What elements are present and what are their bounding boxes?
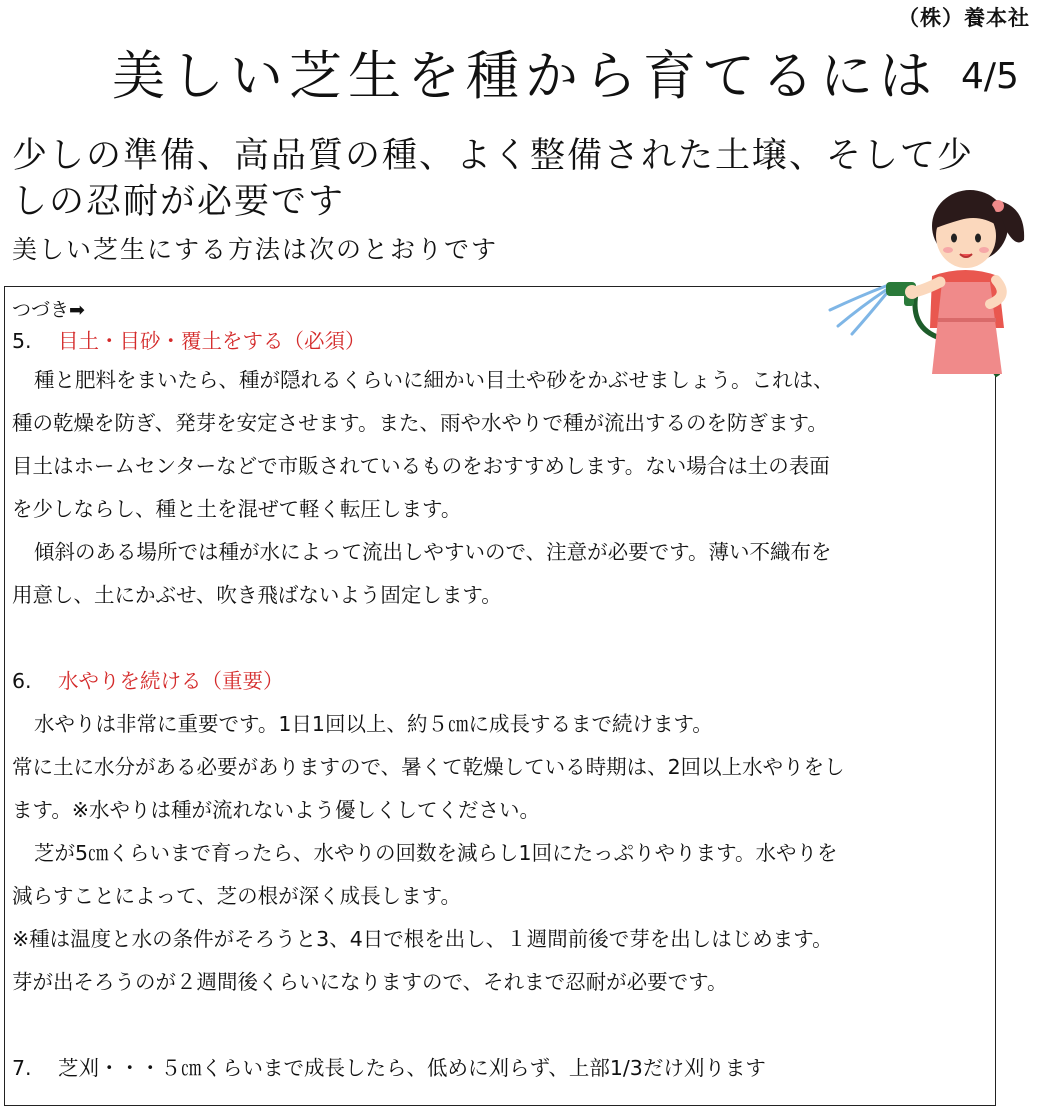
section-5-number: 5.	[12, 329, 32, 353]
section-6-heading	[12, 660, 989, 703]
section-7	[12, 1047, 989, 1090]
section-7-text: 芝刈・・・５㎝くらいまで成長したら、低めに刈らず、上部1/3だけ刈ります	[58, 1056, 766, 1080]
lead-text: 美しい芝生にする方法は次のとおりです	[12, 235, 499, 264]
section-6-line: 芽が出そろうのが２週間後くらいになりますので、それまで忍耐が必要です。	[12, 970, 728, 994]
section-6-line: 常に土に水分がある必要がありますので、暑くて乾燥している時期は、2回以上水やりをし	[12, 755, 845, 779]
content-body	[12, 297, 989, 1090]
section-6-line: 減らすことによって、芝の根が深く成長します。	[12, 884, 461, 908]
company-name: （株）養本社	[898, 6, 1030, 30]
section-6-line: ※種は温度と水の条件がそろうと3、4日で根を出し、１週間前後で芽を出しはじめます。	[12, 927, 833, 951]
spacer	[12, 617, 989, 660]
section-5-line: 目土はホームセンターなどで市販されているものをおすすめします。ない場合は土の表面	[12, 454, 830, 478]
section-6-line: 水やりは非常に重要です。1日1回以上、約５㎝に成長するまで続けます。	[34, 712, 713, 736]
section-5-title: 目土・目砂・覆土をする（必須）	[58, 329, 366, 353]
spacer	[12, 1004, 989, 1047]
content-box	[4, 286, 996, 1106]
section-5-line: を少しならし、種と土を混ぜて軽く転圧します。	[12, 497, 462, 521]
page-number: 4/5	[961, 56, 1019, 97]
section-5-line: 種の乾燥を防ぎ、発芽を安定させます。また、雨や水やりで種が流出するのを防ぎます。	[12, 411, 828, 435]
subtitle: 少しの準備、高品質の種、よく整備された土壌、そして少しの忍耐が必要です	[12, 136, 975, 222]
section-7-number: 7.	[12, 1056, 32, 1080]
water-spray-icon	[830, 286, 886, 334]
section-6-line: 芝が5㎝くらいまで育ったら、水やりの回数を減らし1回にたっぷりやります。水やりを	[34, 841, 838, 865]
section-5-line: 傾斜のある場所では種が水によって流出しやすいので、注意が必要です。薄い不織布を	[34, 540, 832, 564]
section-5-line: 種と肥料をまいたら、種が隠れるくらいに細かい目土や砂をかぶせましょう。これは、	[34, 368, 834, 392]
section-6-line: ます。※水やりは種が流れないよう優しくしてください。	[12, 798, 541, 822]
section-6-title: 水やりを続ける（重要）	[58, 669, 284, 693]
page-title: 美しい芝生を種から育てるには	[112, 46, 938, 107]
section-5-line: 用意し、土にかぶせ、吹き飛ばないよう固定します。	[12, 583, 502, 607]
continued-label: つづき➡	[12, 299, 85, 321]
section-6-number: 6.	[12, 669, 32, 693]
woman-watering-icon	[820, 178, 1056, 384]
